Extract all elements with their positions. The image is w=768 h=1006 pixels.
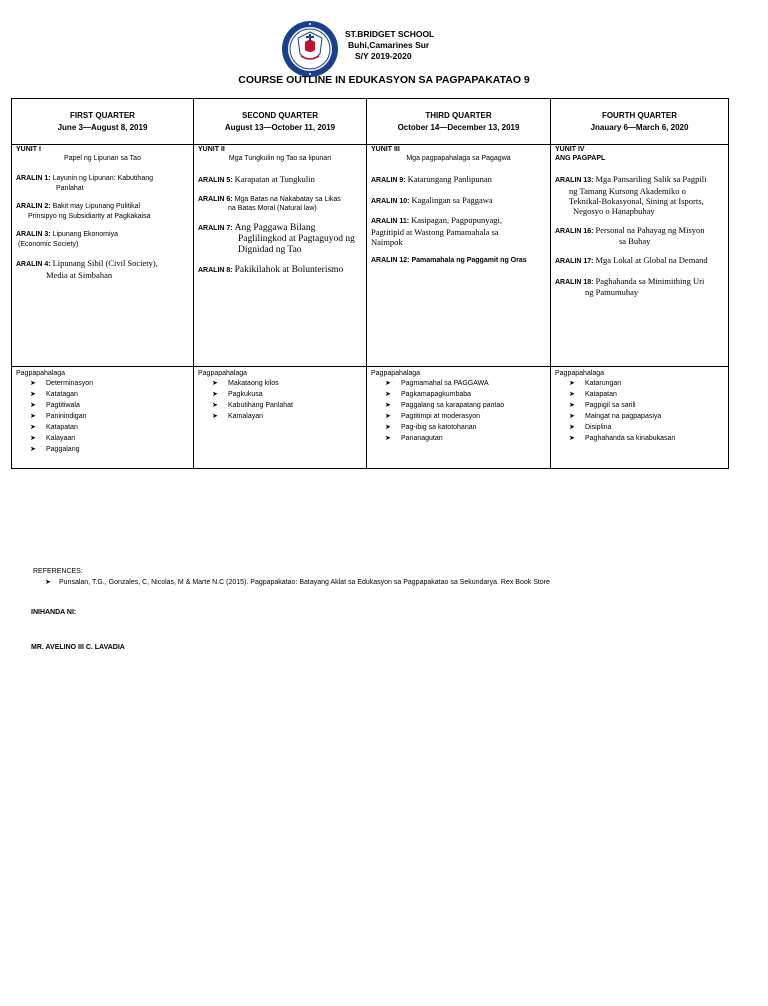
list-item: ➤ Kalayaan	[30, 435, 76, 442]
list-item: ➤ Makataong kilos	[212, 380, 279, 387]
lesson-item: ARALIN 5: Karapatan at Tungkulin	[198, 174, 315, 184]
list-item: ➤ Paninindigan	[30, 413, 87, 420]
values-label: Pagpapahalaga	[371, 370, 421, 377]
quarter-name: THIRD QUARTER	[425, 110, 492, 120]
arrow-bullet-icon: ➤	[385, 413, 391, 420]
arrow-bullet-icon: ➤	[212, 380, 218, 387]
school-location: Buhi,Camarines Sur	[348, 40, 430, 50]
values-list	[371, 378, 546, 444]
lesson-item: ARALIN 9: Katarungang Panlipunan	[371, 174, 492, 184]
values-row	[12, 367, 729, 469]
list-item: ➤ Pagtitimpi at moderasyon	[385, 413, 480, 420]
arrow-bullet-icon: ➤	[385, 391, 391, 398]
references-section	[33, 566, 550, 586]
quarter-header-3	[367, 99, 551, 145]
arrow-bullet-icon: ➤	[385, 380, 391, 387]
unit-label: YUNIT III	[371, 146, 400, 153]
quarter-name: FOURTH QUARTER	[601, 110, 678, 120]
lesson-item: ARALIN 4: Lipunang Sibil (Civil Society), Media at Simbahan	[16, 258, 158, 280]
quarter-name: SECOND QUARTER	[241, 110, 318, 120]
lesson-item: ARALIN 2: Bakit may Lipunang Pulitikal Prinsipyo ng Subsidiarity at Pagkakaisa	[16, 203, 151, 220]
school-year: S/Y 2019-2020	[355, 51, 412, 61]
list-item: ➤ Katarungan	[569, 380, 622, 387]
arrow-bullet-icon: ➤	[30, 380, 36, 387]
quarter-header-2	[194, 99, 367, 145]
unit-topic: Mga pagpapahalaga sa Pagagwa	[406, 155, 511, 162]
unit-label: YUNIT I	[16, 146, 41, 153]
arrow-bullet-icon: ➤	[569, 391, 575, 398]
list-item: ➤ Kamalayan	[212, 413, 264, 420]
arrow-bullet-icon: ➤	[212, 402, 218, 409]
values-cell-1	[12, 367, 194, 469]
values-label: Pagpapahalaga	[198, 370, 248, 377]
arrow-bullet-icon: ➤	[30, 446, 36, 453]
lesson-item: ARALIN 17: Mga Lokal at Global na Demand	[555, 255, 708, 265]
quarter-dates: Jnauary 6—March 6, 2020	[590, 122, 689, 132]
list-item: ➤ Katatagan	[30, 391, 78, 398]
values-list	[198, 378, 362, 422]
quarter-name: FIRST QUARTER	[70, 110, 135, 120]
unit-cell-1	[12, 145, 194, 367]
arrow-bullet-icon: ➤	[385, 435, 391, 442]
lesson-item: ARALIN 11: Kasipagan, Pagpupunyagi, Pagtitipid at Wastong Pamamahala sa Naimpok	[371, 215, 502, 247]
list-item: ➤ Pag-ibig sa katotohanan	[385, 424, 477, 431]
arrow-bullet-icon: ➤	[569, 402, 575, 409]
school-seal-icon	[281, 20, 339, 78]
lesson-item: ARALIN 3: Lipunang Ekonomiya (Economic Society)	[16, 231, 118, 248]
lesson-item: ARALIN 12: Pamamahala ng Paggamit ng Oras	[371, 256, 527, 264]
list-item: ➤ Paggalang sa karapatang pantao	[385, 402, 505, 409]
unit-topic: Mga Tungkulin ng Tao sa lipunan	[228, 155, 332, 162]
teacher-name: MR. AVELINO III C. LAVADIA	[31, 644, 125, 651]
arrow-bullet-icon: ➤	[385, 424, 391, 431]
list-item: ➤ Paggalang	[30, 446, 80, 453]
unit-label: YUNIT IV	[555, 146, 585, 153]
list-item: ➤ Disiplina	[569, 424, 612, 431]
arrow-bullet-icon: ➤	[30, 413, 36, 420]
unit-row	[12, 145, 729, 367]
list-item: ➤ Pagkamapagkumbaba	[385, 391, 472, 398]
values-cell-4	[551, 367, 729, 469]
quarter-header-row	[12, 99, 729, 145]
values-label: Pagpapahalaga	[555, 370, 605, 377]
arrow-bullet-icon: ➤	[30, 402, 36, 409]
lesson-item: ARALIN 16: Personal na Pahayag ng Misyon sa Buhay	[555, 224, 705, 246]
lesson-item: ARALIN 13: Mga Pansariling Salik sa Pagpili ng Tamang Kursong Akademiko o Teknikal-Bokasyonal, Sining at Isports, Negosyo o Hanapbuhay	[555, 174, 707, 216]
arrow-bullet-icon: ➤	[212, 413, 218, 420]
values-list	[555, 378, 724, 444]
list-item: ➤ Katapatan	[569, 391, 617, 398]
lesson-item: ARALIN 8: Pakikilahok at Bolunterismo	[198, 264, 344, 275]
arrow-bullet-icon: ➤	[30, 391, 36, 398]
list-item: ➤ Maingat na pagpapasiya	[569, 413, 662, 420]
arrow-bullet-icon: ➤	[212, 391, 218, 398]
list-item: ➤ Katapatan	[30, 424, 78, 431]
unit-label: YUNIT II	[198, 146, 225, 153]
unit-topic: Papel ng Lipunan sa Tao	[64, 155, 141, 162]
quarter-dates: October 14—December 13, 2019	[397, 122, 520, 132]
quarter-header-4	[551, 99, 729, 145]
values-cell-2	[194, 367, 367, 469]
arrow-bullet-icon: ➤	[45, 579, 51, 586]
unit-cell-2	[194, 145, 367, 367]
lesson-item: ARALIN 7: Ang Paggawa Bilang Paglilingkod at Pagtaguyod ng Dignidad ng Tao	[198, 222, 355, 255]
list-item: ➤ Pagmamahal sa PAGGAWA	[385, 380, 489, 387]
unit-topic: ANG PAGPAPL	[555, 155, 606, 162]
page-title: COURSE OUTLINE IN EDUKASYON SA PAGPAPAKATAO 9	[238, 74, 530, 86]
list-item: ➤ Pananagutan	[385, 435, 443, 442]
quarter-dates: June 3—August 8, 2019	[57, 122, 148, 132]
list-item: ➤ Paghahanda sa kinabukasan	[569, 435, 676, 442]
school-header	[345, 29, 434, 62]
list-item: ➤ Determinasyon	[30, 380, 94, 387]
references-label: REFERENCES:	[33, 568, 83, 575]
course-outline-table	[11, 98, 729, 469]
lesson-item: ARALIN 1: Layunin ng Lipunan: Kabutihang Panlahat	[16, 175, 153, 192]
quarter-dates: August 13—October 11, 2019	[224, 122, 336, 132]
lesson-item: ARALIN 10: Kagalingan sa Paggawa	[371, 194, 493, 205]
arrow-bullet-icon: ➤	[569, 380, 575, 387]
values-list	[16, 378, 189, 455]
arrow-bullet-icon: ➤	[569, 424, 575, 431]
prepared-by-label: INIHANDA NI:	[31, 609, 77, 616]
arrow-bullet-icon: ➤	[385, 402, 391, 409]
school-name: ST.BRIDGET SCHOOL	[345, 29, 435, 39]
unit-cell-4	[551, 145, 729, 367]
list-item: ➤ Pagkukusa	[212, 391, 263, 398]
arrow-bullet-icon: ➤	[30, 435, 36, 442]
list-item: ➤ Kabutihang Panlahat	[212, 402, 293, 409]
arrow-bullet-icon: ➤	[569, 413, 575, 420]
list-item: ➤ Pagtitiwala	[30, 402, 80, 409]
arrow-bullet-icon: ➤	[569, 435, 575, 442]
reference-item: ➤ Punsalan, T.G., Gonzales, C, Nicolas, M & Marte N.C (2015). Pagpapakatao: Batayang Aklat sa Edukasyon sa Pagpapakatao sa Sekundarya. Rex Book Store	[45, 579, 550, 586]
values-label: Pagpapahalaga	[16, 370, 66, 377]
values-cell-3	[367, 367, 551, 469]
lesson-item: ARALIN 6: Mga Batas na Nakabatay sa Likas na Batas Moral (Natural law)	[198, 195, 341, 212]
list-item: ➤ Pagpigil sa sarili	[569, 402, 636, 409]
unit-cell-3	[367, 145, 551, 367]
arrow-bullet-icon: ➤	[30, 424, 36, 431]
quarter-header-1	[12, 99, 194, 145]
lesson-item: ARALIN 18: Paghahanda sa Minimithing Uri ng Pamumuhay	[555, 275, 705, 297]
